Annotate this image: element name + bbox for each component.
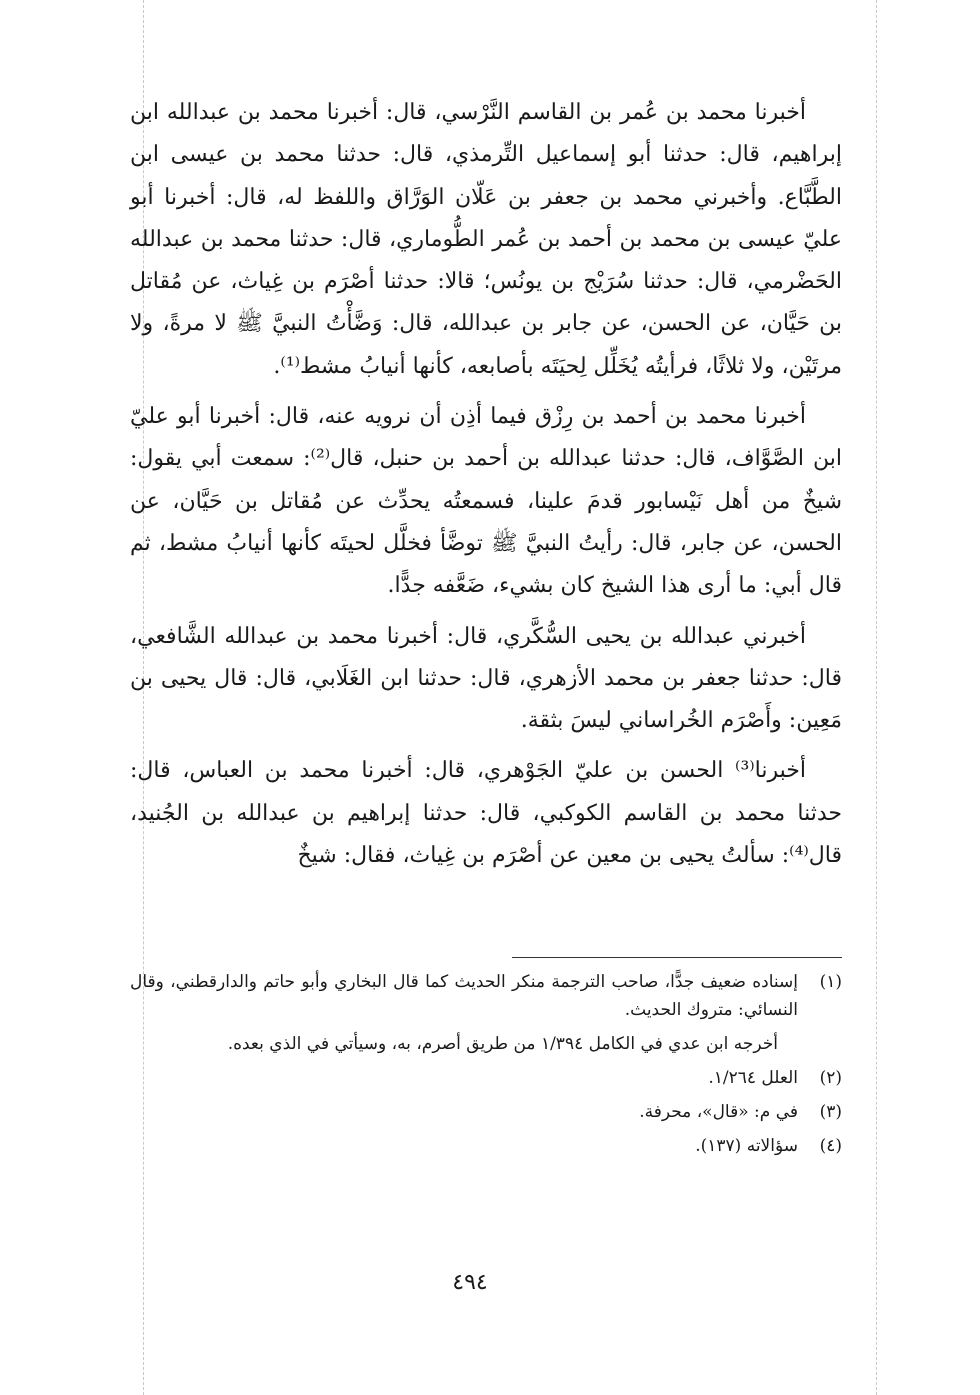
footnote-divider <box>512 957 842 958</box>
page-body <box>130 92 842 885</box>
scan-margin-line-right <box>876 0 877 1395</box>
paragraph-3: أخبرني عبدالله بن يحيى السُّكَّري، قال: أخبرنا محمد بن عبدالله الشَّافعي، قال: حدثنا جعفر بن محمد الأزهري، قال: حدثنا ابن الغَلَابي، قال: قال يحيى بن مَعِين: وأَصْرَم الخُراساني ليسَ بثقة. <box>130 623 842 734</box>
paragraph-4: أخبرنا⁽³⁾ الحسن بن عليّ الجَوْهري، قال: أخبرنا محمد بن العباس، قال: حدثنا محمد بن القاسم الكوكبي، قال: حدثنا إبراهيم بن عبدالله بن الجُنيد، قال⁽⁴⁾: سألتُ يحيى بن معين عن أصْرَم بن غِياث، فقال: شيخٌ <box>130 758 842 869</box>
footnote-text: في م: «قال»، محرفة. <box>639 1102 798 1122</box>
footnote-1-continuation <box>130 1030 842 1058</box>
footnotes <box>130 968 842 1166</box>
footnote-number: (١) <box>819 972 842 992</box>
main-text <box>130 92 842 877</box>
footnote-text: العلل ١/٢٦٤. <box>708 1068 798 1088</box>
footnote-3 <box>130 1098 842 1126</box>
footnote-text: أخرجه ابن عدي في الكامل ١/٣٩٤ من طريق أصرم، به، وسيأتي في الذي بعده. <box>227 1034 778 1054</box>
paragraph-1: أخبرنا محمد بن عُمر بن القاسم النَّرْسي، قال: أخبرنا محمد بن عبدالله ابن إبراهيم، قال: حدثنا أبو إسماعيل التِّرمذي، قال: حدثنا محمد بن عيسى ابن الطَّبَّاع. وأخبرني محمد بن جعفر بن عَلّان الوَرَّاق واللفظ له، قال: أخبرنا أبو عليّ عيسى بن محمد بن أحمد بن عُمر الطُّوماري، قال: حدثنا محمد بن عبدالله الحَضْرمي، قال: حدثنا سُرَيْج بن يونُس؛ قالا: حدثنا أصْرَم بن غِياث، عن مُقاتل بن حَيَّان، عن الحسن، عن جابر بن عبدالله، قال: وَضَّأْتُ النبيَّ ﷺ لا مرةً، ولا مرتَيْن، ولا ثلاثًا، فرأيتُه يُخَلِّل لِحيَتَه بأصابعه، كأنها أنيابُ مشط⁽¹⁾. <box>130 100 842 379</box>
footnote-text: إسناده ضعيف جدًّا، صاحب الترجمة منكر الحديث كما قال البخاري وأبو حاتم والدارقطني، وقال النسائي: متروك الحديث. <box>130 972 798 1020</box>
footnote-1 <box>130 968 842 1024</box>
footnote-number: (٣) <box>819 1102 842 1122</box>
footnote-text: سؤالاته (١٣٧). <box>695 1136 798 1156</box>
footnote-4 <box>130 1132 842 1160</box>
footnote-number: (٢) <box>819 1068 842 1088</box>
footnote-2 <box>130 1064 842 1092</box>
footnote-number: (٤) <box>819 1136 842 1156</box>
paragraph-2: أخبرنا محمد بن أحمد بن رِزْق فيما أذِن أن نرويه عنه، قال: أخبرنا أبو عليّ ابن الصَّوَّاف، قال: حدثنا عبدالله بن أحمد بن حنبل، قال⁽²⁾: سمعت أبي يقول: شيخٌ من أهل نَيْسابور قدمَ علينا، فسمعتُه يحدِّث عن مُقاتل بن حَيَّان، عن الحسن، عن جابر، قال: رأيتُ النبيَّ ﷺ توضَّأ فخلَّل لحيتَه كأنها أنيابُ مشط، ثم قال أبي: ما أرى هذا الشيخ كان بشيء، ضَعَّفه جدًّا. <box>130 404 842 599</box>
page-number: ٤٩٤ <box>452 1270 488 1295</box>
